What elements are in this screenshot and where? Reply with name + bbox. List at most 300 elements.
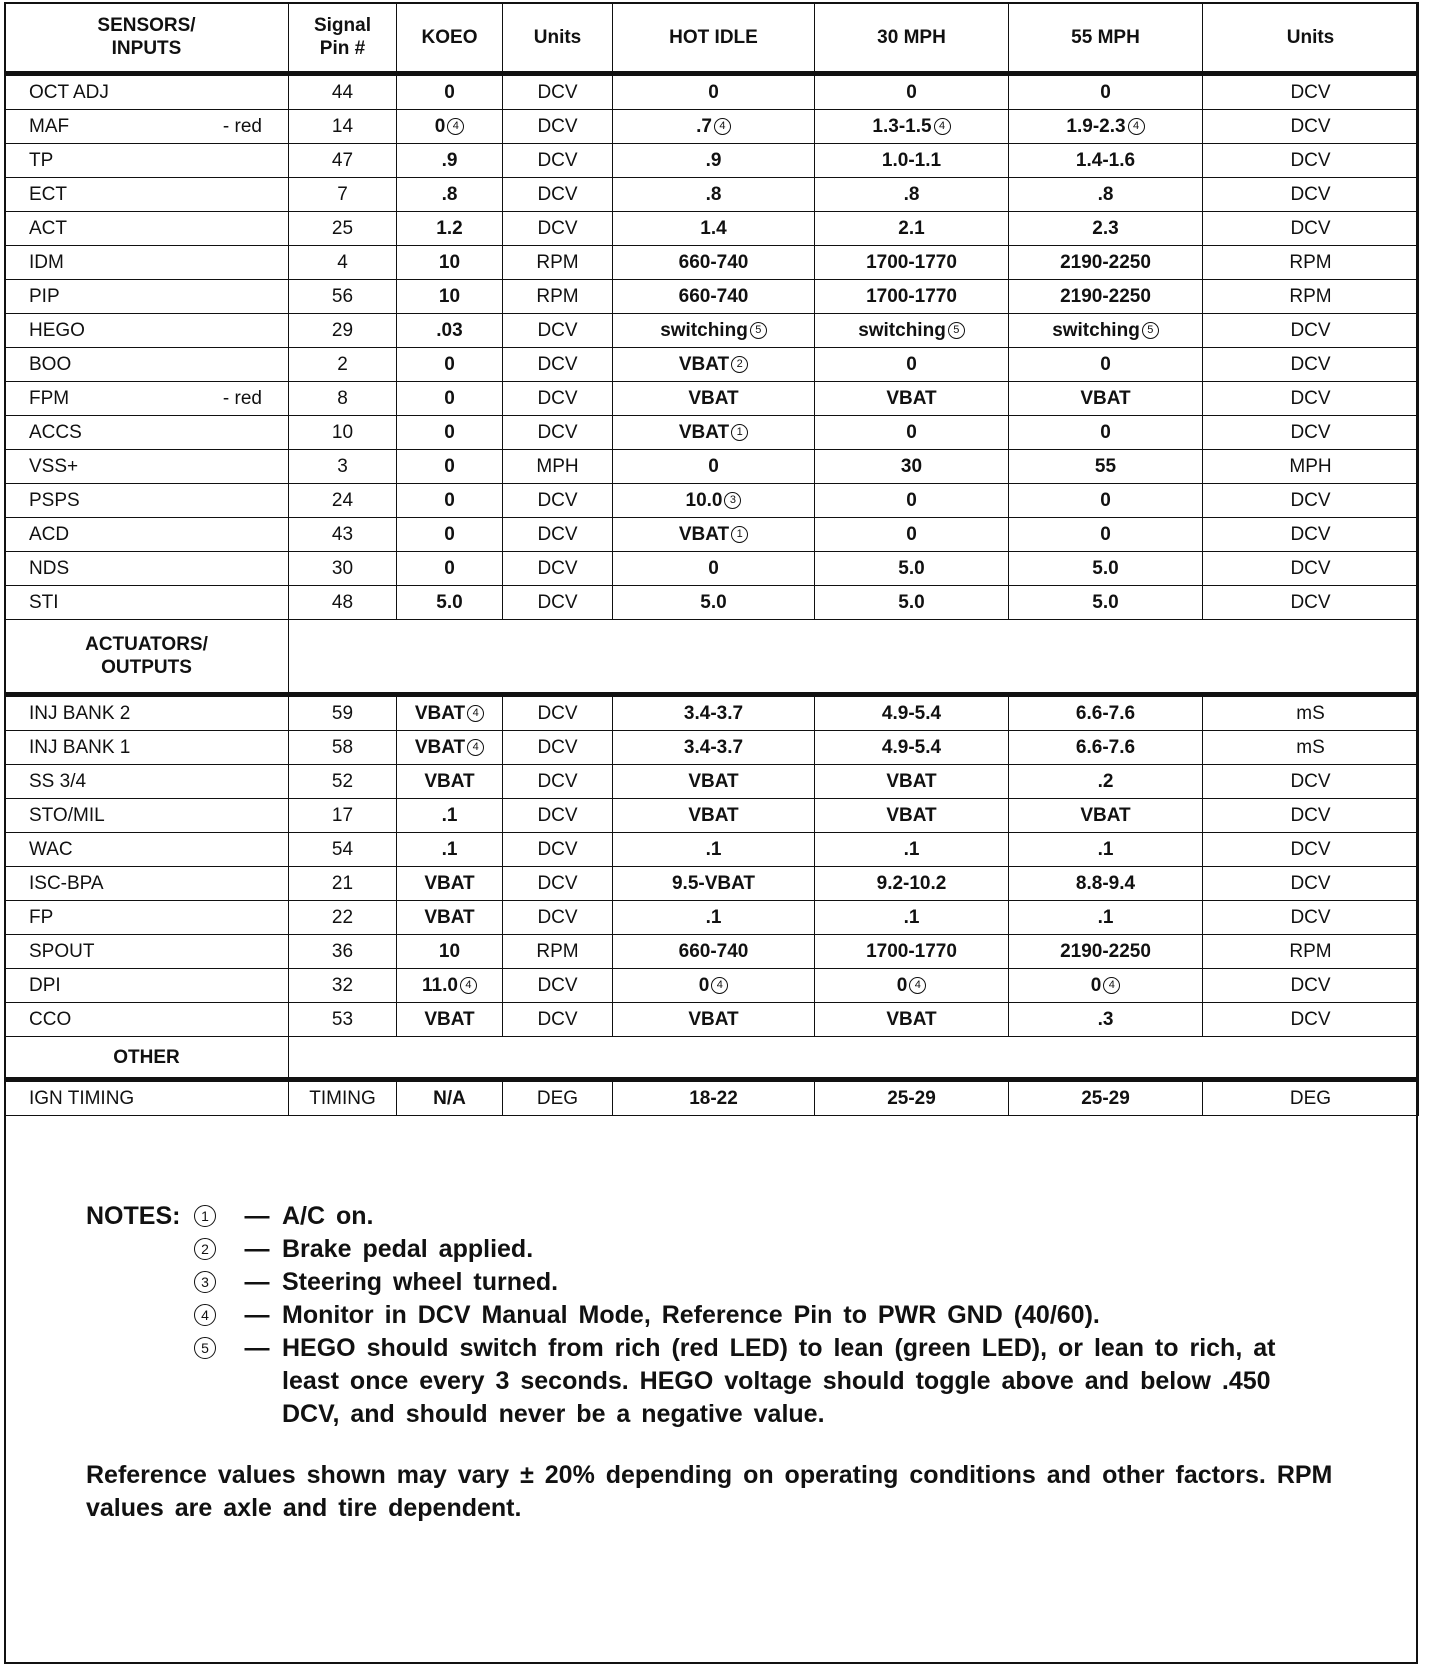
30-mph-value: 9.2-10.2 — [815, 867, 1009, 901]
note-text: A/C on. — [282, 1202, 374, 1230]
signal-pin: 3 — [289, 450, 397, 484]
30-mph-value: 5.0 — [815, 586, 1009, 620]
table-row — [5, 416, 1419, 450]
note-dash: — — [244, 1334, 270, 1362]
circled-note-marker: 4 — [909, 977, 926, 994]
wire-color-label: - red — [222, 115, 262, 137]
notes-block — [86, 1200, 1336, 1525]
signal-pin: 47 — [289, 144, 397, 178]
table-row — [5, 314, 1419, 348]
signal-pin: 53 — [289, 1003, 397, 1037]
koeo-value: 1.2 — [397, 212, 503, 246]
units: DCV — [1203, 518, 1419, 552]
note-text: Brake pedal applied. — [282, 1235, 534, 1263]
signal-name: ISC-BPA — [5, 867, 289, 901]
header-koeo: KOEO — [397, 3, 503, 74]
koeo-value: VBAT — [397, 1003, 503, 1037]
hot-idle-value: 1.4 — [613, 212, 815, 246]
circled-note-marker: 4 — [711, 977, 728, 994]
units: DCV — [503, 382, 613, 416]
units: DCV — [1203, 348, 1419, 382]
koeo-value: VBAT — [397, 867, 503, 901]
30-mph-value: 1.3-1.5 4 — [815, 110, 1009, 144]
koeo-value: .1 — [397, 833, 503, 867]
units: RPM — [1203, 246, 1419, 280]
30-mph-value: .1 — [815, 833, 1009, 867]
hot-idle-value: 0 4 — [613, 969, 815, 1003]
signal-pin: 30 — [289, 552, 397, 586]
circled-note-marker: 4 — [714, 118, 731, 135]
units: MPH — [503, 450, 613, 484]
30-mph-value: 0 — [815, 348, 1009, 382]
units: DCV — [1203, 314, 1419, 348]
30-mph-value: 0 — [815, 74, 1009, 110]
signal-pin: 59 — [289, 695, 397, 731]
30-mph-value: VBAT — [815, 765, 1009, 799]
signal-name: WAC — [5, 833, 289, 867]
outputs-section — [5, 695, 1419, 1037]
units: DCV — [503, 867, 613, 901]
header-30-mph: 30 MPH — [815, 3, 1009, 74]
signal-name: ECT — [5, 178, 289, 212]
units: DCV — [503, 833, 613, 867]
units: DCV — [503, 586, 613, 620]
signal-pin: 21 — [289, 867, 397, 901]
table-row — [5, 586, 1419, 620]
circled-note-marker: 5 — [948, 322, 965, 339]
55-mph-value: 0 — [1009, 416, 1203, 450]
notes-label — [86, 1266, 194, 1299]
55-mph-value: .2 — [1009, 765, 1203, 799]
signal-name: MAF - red — [5, 110, 289, 144]
note-dash: — — [244, 1301, 270, 1329]
table-row — [5, 178, 1419, 212]
note-dash: — — [244, 1235, 270, 1263]
header-sensors-inputs: SENSORS/ INPUTS — [5, 3, 289, 74]
koeo-value: .03 — [397, 314, 503, 348]
koeo-value: 0 4 — [397, 110, 503, 144]
hot-idle-value: VBAT 1 — [613, 416, 815, 450]
units: DCV — [503, 110, 613, 144]
header-units: Units — [503, 3, 613, 74]
note-item — [86, 1200, 1336, 1233]
signal-name: OCT ADJ — [5, 74, 289, 110]
30-mph-value: 4.9-5.4 — [815, 731, 1009, 765]
signal-pin: 32 — [289, 969, 397, 1003]
table-row — [5, 1080, 1419, 1116]
circled-note-marker: 4 — [447, 118, 464, 135]
units: DCV — [1203, 969, 1419, 1003]
table-row — [5, 280, 1419, 314]
other-section-header — [5, 1037, 1419, 1080]
note-item — [86, 1299, 1336, 1332]
koeo-value: 11.0 4 — [397, 969, 503, 1003]
table-row — [5, 450, 1419, 484]
signal-pin: TIMING — [289, 1080, 397, 1116]
55-mph-value: 1.4-1.6 — [1009, 144, 1203, 178]
signal-pin: 25 — [289, 212, 397, 246]
30-mph-value: 0 — [815, 518, 1009, 552]
koeo-value: 0 — [397, 382, 503, 416]
circled-note-marker: 2 — [194, 1238, 216, 1260]
hot-idle-value: 0 — [613, 74, 815, 110]
30-mph-value: 2.1 — [815, 212, 1009, 246]
hot-idle-value: 0 — [613, 450, 815, 484]
circled-note-marker: 5 — [1142, 322, 1159, 339]
note-item — [86, 1266, 1336, 1299]
wire-color-label: - red — [222, 387, 262, 409]
units: DCV — [1203, 178, 1419, 212]
signal-pin: 58 — [289, 731, 397, 765]
koeo-value: 5.0 — [397, 586, 503, 620]
55-mph-value: 0 — [1009, 74, 1203, 110]
units: DCV — [503, 144, 613, 178]
units: DCV — [1203, 382, 1419, 416]
signal-name: NDS — [5, 552, 289, 586]
note-dash: — — [244, 1268, 270, 1296]
hot-idle-value: 0 — [613, 552, 815, 586]
30-mph-value: 4.9-5.4 — [815, 695, 1009, 731]
circled-note-marker: 4 — [467, 705, 484, 722]
signal-name: SPOUT — [5, 935, 289, 969]
header-signal-pin: Signal Pin # — [289, 3, 397, 74]
hot-idle-value: .8 — [613, 178, 815, 212]
koeo-value: .9 — [397, 144, 503, 178]
units: RPM — [503, 935, 613, 969]
30-mph-value: 1700-1770 — [815, 280, 1009, 314]
units: DCV — [503, 969, 613, 1003]
signal-name: PSPS — [5, 484, 289, 518]
signal-name: INJ BANK 1 — [5, 731, 289, 765]
30-mph-value: 0 — [815, 416, 1009, 450]
30-mph-value: .8 — [815, 178, 1009, 212]
sensor-values-table — [4, 2, 1419, 1116]
hot-idle-value: .1 — [613, 901, 815, 935]
55-mph-value: 6.6-7.6 — [1009, 695, 1203, 731]
units: DCV — [503, 416, 613, 450]
koeo-value: VBAT — [397, 901, 503, 935]
55-mph-value: VBAT — [1009, 799, 1203, 833]
koeo-value: 10 — [397, 246, 503, 280]
note-text: HEGO should switch from rich (red LED) to lean (green LED), or lean to rich, at least once every 3 seconds. HEGO voltage should toggle above and below .450 DCV, and should never be a negative value. — [282, 1334, 1276, 1428]
signal-pin: 43 — [289, 518, 397, 552]
table-row — [5, 518, 1419, 552]
55-mph-value: 2190-2250 — [1009, 246, 1203, 280]
55-mph-value: 5.0 — [1009, 586, 1203, 620]
table-row — [5, 901, 1419, 935]
55-mph-value: 55 — [1009, 450, 1203, 484]
signal-name: FPM - red — [5, 382, 289, 416]
units: DCV — [503, 799, 613, 833]
units: DCV — [1203, 1003, 1419, 1037]
units: MPH — [1203, 450, 1419, 484]
circled-note-marker: 3 — [194, 1271, 216, 1293]
units: DCV — [503, 314, 613, 348]
signal-pin: 44 — [289, 74, 397, 110]
table-row — [5, 246, 1419, 280]
units: DCV — [503, 695, 613, 731]
55-mph-value: VBAT — [1009, 382, 1203, 416]
signal-name: IGN TIMING — [5, 1080, 289, 1116]
units: DCV — [1203, 416, 1419, 450]
30-mph-value: VBAT — [815, 382, 1009, 416]
30-mph-value: VBAT — [815, 799, 1009, 833]
signal-name: SS 3/4 — [5, 765, 289, 799]
notes-label — [86, 1332, 194, 1431]
units: DCV — [503, 178, 613, 212]
hot-idle-value: VBAT — [613, 765, 815, 799]
hot-idle-value: 10.0 3 — [613, 484, 815, 518]
table-row — [5, 382, 1419, 416]
signal-name: DPI — [5, 969, 289, 1003]
hot-idle-value: 18-22 — [613, 1080, 815, 1116]
units: DCV — [503, 212, 613, 246]
55-mph-value: 8.8-9.4 — [1009, 867, 1203, 901]
30-mph-value: 0 — [815, 484, 1009, 518]
signal-pin: 7 — [289, 178, 397, 212]
koeo-value: VBAT — [397, 765, 503, 799]
55-mph-value: 25-29 — [1009, 1080, 1203, 1116]
units: DEG — [1203, 1080, 1419, 1116]
hot-idle-value: VBAT — [613, 799, 815, 833]
hot-idle-value: 3.4-3.7 — [613, 731, 815, 765]
koeo-value: VBAT 4 — [397, 695, 503, 731]
units: DCV — [503, 1003, 613, 1037]
signal-name: IDM — [5, 246, 289, 280]
circled-note-marker: 4 — [194, 1304, 216, 1326]
signal-name: ACCS — [5, 416, 289, 450]
signal-name: CCO — [5, 1003, 289, 1037]
hot-idle-value: 9.5-VBAT — [613, 867, 815, 901]
55-mph-value: 2.3 — [1009, 212, 1203, 246]
units: DCV — [503, 552, 613, 586]
table-row — [5, 833, 1419, 867]
units: DCV — [1203, 901, 1419, 935]
notes-label — [86, 1299, 194, 1332]
units: DCV — [1203, 552, 1419, 586]
hot-idle-value: 660-740 — [613, 246, 815, 280]
units: mS — [1203, 695, 1419, 731]
actuators-outputs-heading: ACTUATORS/ OUTPUTS — [5, 620, 289, 695]
hot-idle-value: 660-740 — [613, 935, 815, 969]
hot-idle-value: VBAT — [613, 1003, 815, 1037]
signal-pin: 24 — [289, 484, 397, 518]
koeo-value: 0 — [397, 518, 503, 552]
signal-name: PIP — [5, 280, 289, 314]
55-mph-value: 6.6-7.6 — [1009, 731, 1203, 765]
section-header-row — [5, 1037, 1419, 1080]
units: DCV — [503, 518, 613, 552]
signal-pin: 29 — [289, 314, 397, 348]
koeo-value: N/A — [397, 1080, 503, 1116]
units: DCV — [503, 901, 613, 935]
30-mph-value: 0 4 — [815, 969, 1009, 1003]
table-row — [5, 867, 1419, 901]
notes-label: NOTES: — [86, 1202, 181, 1230]
note-dash: — — [244, 1202, 270, 1230]
units: DCV — [503, 765, 613, 799]
units: DCV — [1203, 74, 1419, 110]
signal-pin: 14 — [289, 110, 397, 144]
55-mph-value: 0 — [1009, 484, 1203, 518]
signal-pin: 48 — [289, 586, 397, 620]
table-row — [5, 484, 1419, 518]
circled-note-marker: 3 — [724, 492, 741, 509]
koeo-value: 0 — [397, 74, 503, 110]
units: DCV — [1203, 867, 1419, 901]
table-row — [5, 695, 1419, 731]
circled-note-marker: 4 — [934, 118, 951, 135]
koeo-value: 0 — [397, 552, 503, 586]
units: RPM — [1203, 280, 1419, 314]
circled-note-marker: 5 — [750, 322, 767, 339]
table-row — [5, 765, 1419, 799]
notes-label — [86, 1233, 194, 1266]
outputs-section-header — [5, 620, 1419, 695]
units: mS — [1203, 731, 1419, 765]
signal-pin: 54 — [289, 833, 397, 867]
units: DCV — [1203, 833, 1419, 867]
table-row — [5, 144, 1419, 178]
units: DEG — [503, 1080, 613, 1116]
signal-pin: 10 — [289, 416, 397, 450]
table-row — [5, 74, 1419, 110]
other-heading: OTHER — [5, 1037, 289, 1080]
55-mph-value: .1 — [1009, 901, 1203, 935]
table-row — [5, 212, 1419, 246]
30-mph-value: 1700-1770 — [815, 246, 1009, 280]
hot-idle-value: VBAT 1 — [613, 518, 815, 552]
55-mph-value: 1.9-2.3 4 — [1009, 110, 1203, 144]
55-mph-value: 0 — [1009, 348, 1203, 382]
signal-name: ACD — [5, 518, 289, 552]
units: DCV — [1203, 484, 1419, 518]
units: RPM — [1203, 935, 1419, 969]
note-item — [86, 1233, 1336, 1266]
header-row — [5, 3, 1419, 74]
55-mph-value: 2190-2250 — [1009, 280, 1203, 314]
signal-name: ACT — [5, 212, 289, 246]
55-mph-value: 5.0 — [1009, 552, 1203, 586]
signal-name: TP — [5, 144, 289, 178]
circled-note-marker: 1 — [194, 1205, 216, 1227]
circled-note-marker: 4 — [1128, 118, 1145, 135]
55-mph-value: .1 — [1009, 833, 1203, 867]
circled-note-marker: 1 — [731, 424, 748, 441]
30-mph-value: 25-29 — [815, 1080, 1009, 1116]
55-mph-value: .8 — [1009, 178, 1203, 212]
30-mph-value: VBAT — [815, 1003, 1009, 1037]
signal-name: VSS+ — [5, 450, 289, 484]
header-units: Units — [1203, 3, 1419, 74]
koeo-value: .1 — [397, 799, 503, 833]
55-mph-value: 2190-2250 — [1009, 935, 1203, 969]
reference-values-note: Reference values shown may vary ± 20% depending on operating conditions and other factors. RPM values are axle and tire dependent. — [86, 1461, 1333, 1522]
units: DCV — [1203, 212, 1419, 246]
signal-pin: 2 — [289, 348, 397, 382]
units: RPM — [503, 246, 613, 280]
circled-note-marker: 4 — [1103, 977, 1120, 994]
signal-name: HEGO — [5, 314, 289, 348]
units: DCV — [1203, 144, 1419, 178]
signal-name: BOO — [5, 348, 289, 382]
signal-name: FP — [5, 901, 289, 935]
circled-note-marker: 2 — [731, 356, 748, 373]
signal-pin: 17 — [289, 799, 397, 833]
signal-name: STI — [5, 586, 289, 620]
koeo-value: .8 — [397, 178, 503, 212]
hot-idle-value: .1 — [613, 833, 815, 867]
hot-idle-value: VBAT 2 — [613, 348, 815, 382]
30-mph-value: 1.0-1.1 — [815, 144, 1009, 178]
koeo-value: 0 — [397, 416, 503, 450]
units: DCV — [1203, 586, 1419, 620]
units: DCV — [503, 348, 613, 382]
circled-note-marker: 4 — [467, 739, 484, 756]
30-mph-value: .1 — [815, 901, 1009, 935]
note-text: Monitor in DCV Manual Mode, Reference Pin to PWR GND (40/60). — [282, 1301, 1100, 1329]
table-row — [5, 731, 1419, 765]
hot-idle-value: 3.4-3.7 — [613, 695, 815, 731]
30-mph-value: switching 5 — [815, 314, 1009, 348]
55-mph-value: 0 4 — [1009, 969, 1203, 1003]
other-section — [5, 1080, 1419, 1116]
units: DCV — [1203, 765, 1419, 799]
signal-name: INJ BANK 2 — [5, 695, 289, 731]
table-row — [5, 935, 1419, 969]
signal-pin: 4 — [289, 246, 397, 280]
units: DCV — [503, 484, 613, 518]
koeo-value: 0 — [397, 484, 503, 518]
table-row — [5, 799, 1419, 833]
30-mph-value: 30 — [815, 450, 1009, 484]
units: DCV — [503, 731, 613, 765]
hot-idle-value: .9 — [613, 144, 815, 178]
units: DCV — [503, 74, 613, 110]
units: RPM — [503, 280, 613, 314]
table-row — [5, 348, 1419, 382]
signal-pin: 8 — [289, 382, 397, 416]
header-hot-idle: HOT IDLE — [613, 3, 815, 74]
hot-idle-value: 660-740 — [613, 280, 815, 314]
koeo-value: 0 — [397, 348, 503, 382]
note-item — [86, 1332, 1336, 1431]
table-row — [5, 110, 1419, 144]
table-row — [5, 969, 1419, 1003]
hot-idle-value: switching 5 — [613, 314, 815, 348]
inputs-section — [5, 74, 1419, 620]
signal-pin: 22 — [289, 901, 397, 935]
55-mph-value: .3 — [1009, 1003, 1203, 1037]
section-header-row — [5, 620, 1419, 695]
circled-note-marker: 5 — [194, 1337, 216, 1359]
units: DCV — [1203, 799, 1419, 833]
hot-idle-value: .7 4 — [613, 110, 815, 144]
signal-pin: 52 — [289, 765, 397, 799]
table-row — [5, 552, 1419, 586]
circled-note-marker: 4 — [460, 977, 477, 994]
hot-idle-value: VBAT — [613, 382, 815, 416]
koeo-value: 0 — [397, 450, 503, 484]
55-mph-value: switching 5 — [1009, 314, 1203, 348]
signal-name: STO/MIL — [5, 799, 289, 833]
note-text: Steering wheel turned. — [282, 1268, 559, 1296]
table-row — [5, 1003, 1419, 1037]
koeo-value: 10 — [397, 935, 503, 969]
hot-idle-value: 5.0 — [613, 586, 815, 620]
koeo-value: 10 — [397, 280, 503, 314]
55-mph-value: 0 — [1009, 518, 1203, 552]
